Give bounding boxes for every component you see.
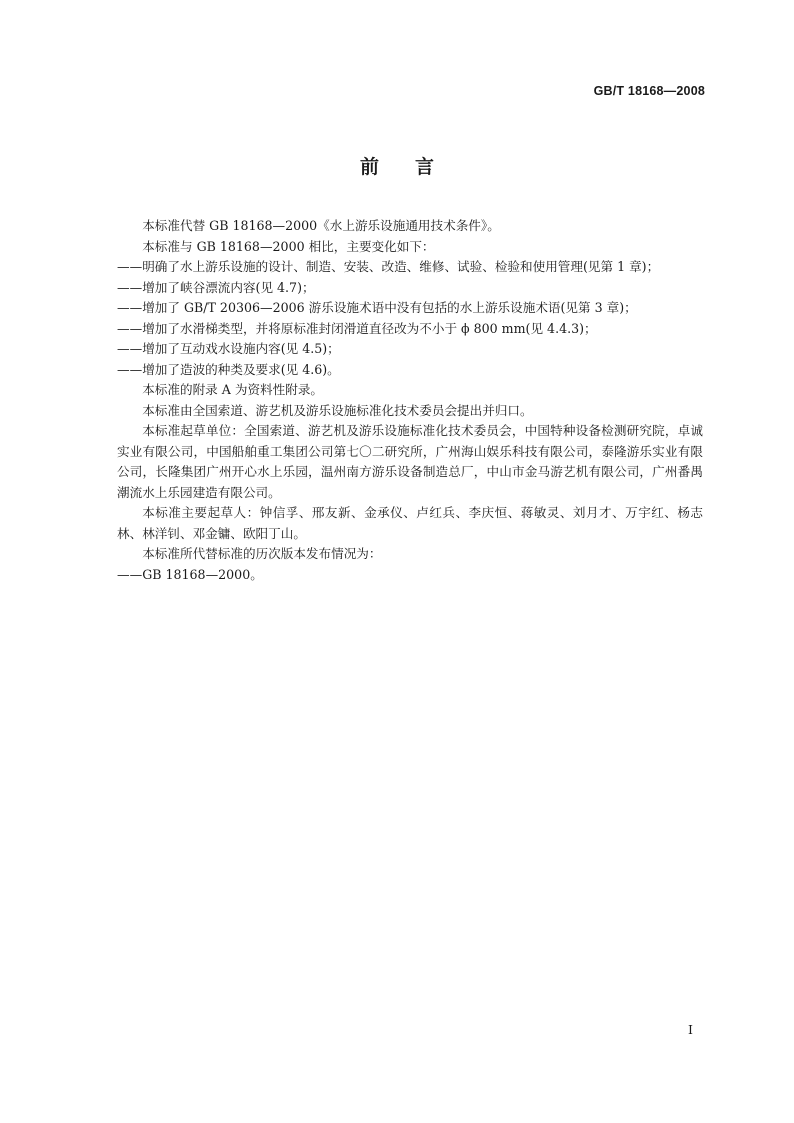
page-number: I (688, 1022, 693, 1037)
change-item-terms: ——增加了 GB/T 20306—2006 游乐设施术语中没有包括的水上游乐设施术语(见第 3 章)； (117, 300, 637, 315)
paragraph-annex: 本标准的附录 A 为资料性附录。 (142, 382, 324, 397)
paragraph-changes-intro: 本标准与 GB 18168—2000 相比，主要变化如下： (142, 238, 435, 254)
change-item-canyon-rafting: ——增加了峡谷漂流内容(见 4.7)； (117, 279, 315, 295)
standard-code: GB/T 18168—2008 (593, 84, 705, 98)
paragraph-replaces: 本标准代替 GB 18168—2000《水上游乐设施通用技术条件》。 (142, 218, 500, 233)
paragraph-drafters: 本标准主要起草人：钟信孚、邢友新、金承仪、卢红兵、李庆恒、蒋敏灵、刘月才、万宇红、杨志林、林洋钊、邓金镛、欧阳丁山。 (117, 505, 703, 541)
paragraph-history-intro: 本标准所代替标准的历次版本发布情况为： (142, 546, 382, 561)
paragraph-drafting-units: 本标准起草单位：全国索道、游艺机及游乐设施标准化技术委员会，中国特种设备检测研究院，卓诚实业有限公司，中国船舶重工集团公司第七〇二研究所，广州海山娱乐科技有限公司，泰隆游乐实业有限公司，长隆集团广州开心水上乐园，温州南方游乐设备制造总厂，中山市金马游艺机有限公司，广州番禺潮流水上乐园建造有限公司。 (117, 423, 703, 500)
change-item-wave-making: ——增加了造波的种类及要求(见 4.6)。 (117, 361, 340, 377)
change-item-interactive-play: ——增加了互动戏水设施内容(见 4.5)； (117, 341, 340, 356)
page-title: 前言 (359, 156, 470, 178)
foreword-body (117, 216, 703, 585)
change-item-scope: ——明确了水上游乐设施的设计、制造、安装、改造、维修、试验、检验和使用管理(见第 1 章)； (117, 259, 660, 274)
change-item-water-slides: ——增加了水滑梯类型，并将原标准封闭滑道直径改为不小于 ϕ 800 mm(见 4.4.3)； (117, 320, 597, 336)
history-item: ——GB 18168—2000。 (117, 566, 263, 582)
paragraph-proposer: 本标准由全国索道、游艺机及游乐设施标准化技术委员会提出并归口。 (142, 402, 533, 418)
